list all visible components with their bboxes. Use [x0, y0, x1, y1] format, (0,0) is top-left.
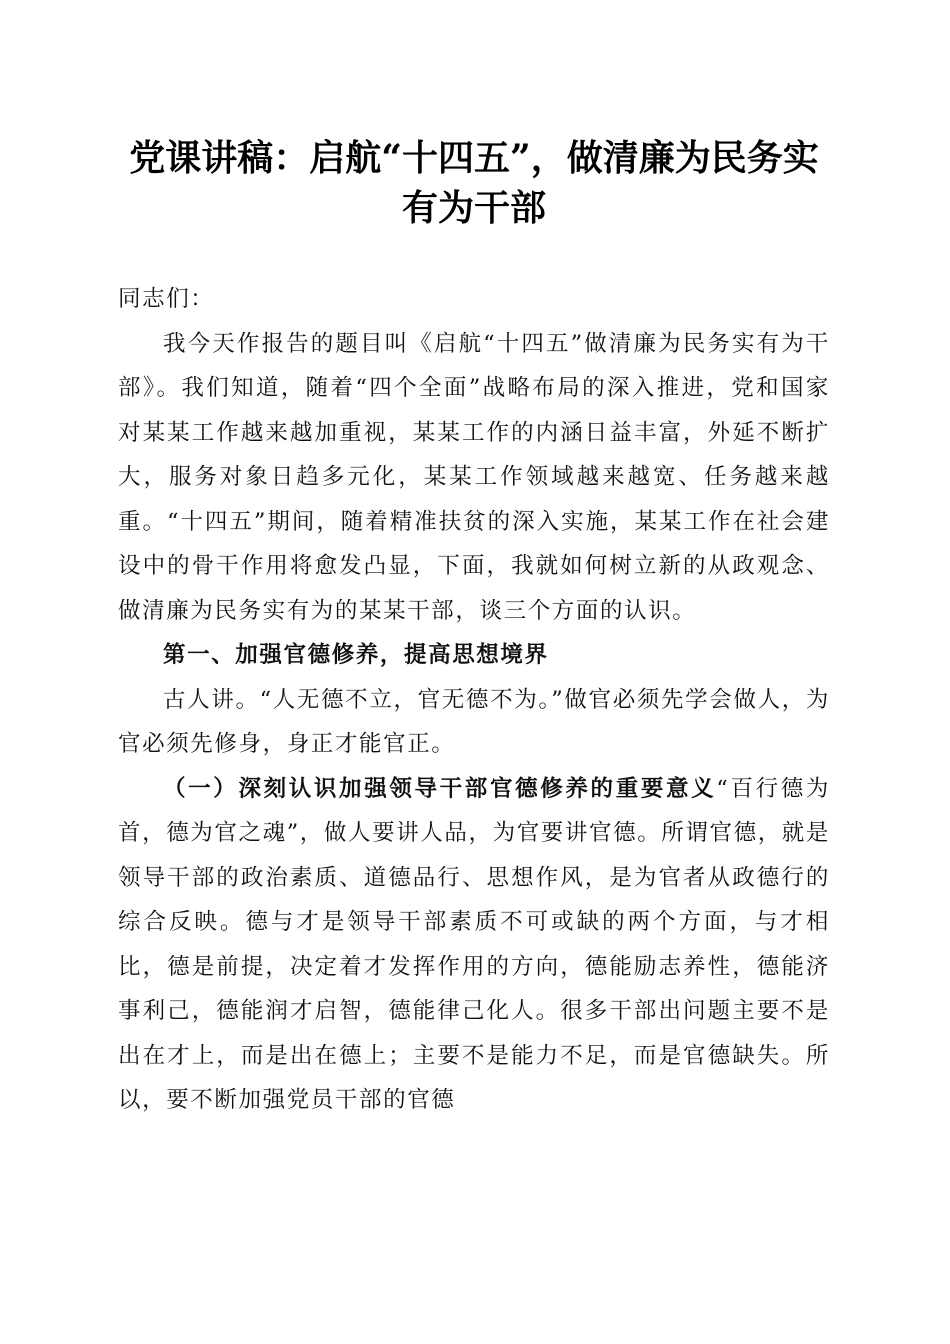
document-body	[118, 277, 830, 1123]
subsection-1-text: “百行德为首，德为官之魂”，做人要讲人品，为官要讲官德。所谓官德，就是领导干部的政治素质、道德品行、思想作风，是为官者从政德行的综合反映。德与才是领导干部素质不可或缺的两个方面，与才相比，德是前提，决定着才发挥作用的方向，德能励志养性，德能济事利己，德能润才启智，德能律己化人。很多干部出问题主要不是出在才上，而是出在德上；主要不是能力不足，而是官德缺失。所以，要不断加强党员干部的官德	[118, 775, 831, 1113]
salutation: 同志们：	[118, 286, 215, 312]
section-1-heading: 第一、加强官德修养，提高思想境界	[163, 642, 549, 668]
intro-paragraph: 我今天作报告的题目叫《启航“十四五”做清廉为民务实有为干部》。我们知道，随着“四个全面”战略布局的深入推进，党和国家对某某工作越来越加重视，某某工作的内涵日益丰富，外延不断扩大，服务对象日趋多元化，某某工作领域越来越宽、任务越来越重。“十四五”期间，随着精准扶贫的深入实施，某某工作在社会建设中的骨干作用将愈发凸显，下面，我就如何树立新的从政观念、做清廉为民务实有为的某某干部，谈三个方面的认识。	[118, 330, 830, 624]
subsection-1-paragraph	[118, 767, 830, 1123]
section-1-paragraph: 古人讲。“人无德不立，官无德不为。”做官必须先学会做人，为官必须先修身，身正才能官正。	[118, 686, 830, 757]
document-title	[118, 133, 830, 233]
subsection-1-heading: （一）深刻认识加强领导干部官德修养的重要意义	[163, 775, 717, 802]
title-line-2: 有为干部	[401, 187, 546, 229]
title-line-1: 党课讲稿：启航“十四五”，做清廉为民务实	[129, 137, 819, 179]
